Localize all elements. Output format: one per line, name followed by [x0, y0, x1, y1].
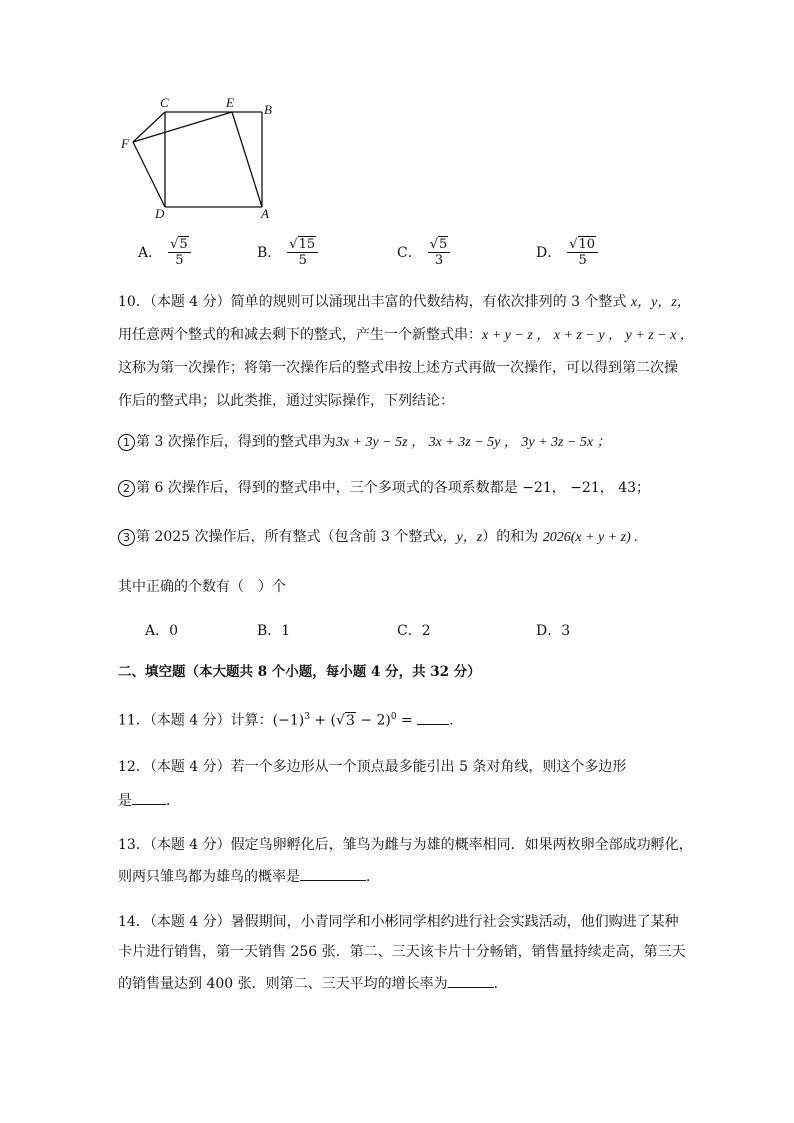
statement-expression: 3x + 3y − 5z ， 3x + 3z − 5y ， 3y + 3z − 5x ； — [335, 435, 611, 450]
question-number: 10．（本题 4 分） — [118, 294, 231, 310]
end-mark: ． — [493, 976, 508, 992]
answer-blank[interactable] — [300, 866, 366, 881]
denominator: 5 — [298, 253, 307, 268]
radicand: 15 — [298, 237, 316, 252]
segment-ea — [232, 112, 262, 207]
question-text: 的销售量达到 400 张．则第二、三天平均的增长率为 — [118, 976, 448, 992]
q12-line-1: 12．（本题 4 分）若一个多边形从一个顶点最多能引出 5 条对角线，则这个多边形 — [118, 759, 627, 775]
expr-minus: − 2) — [355, 712, 391, 729]
q10-option-c: C．2 — [397, 623, 431, 639]
question-text: 则两只雏鸟都为雄鸟的概率是 — [118, 869, 300, 885]
q10-option-a: A．0 — [145, 623, 179, 639]
statement-text: 第 2025 次操作后，所有整式（包含前 3 个整式 — [136, 529, 437, 545]
question-text: 是 — [118, 793, 132, 809]
question-text: 用任意两个整式的和减去剩下的整式，产生一个新整式串： — [118, 327, 482, 343]
denominator: 5 — [175, 253, 184, 268]
label-e: E — [226, 95, 234, 110]
statement-text-end: ）的和为 — [482, 529, 539, 545]
answer-blank[interactable] — [132, 790, 166, 805]
q10-line-2 — [118, 325, 694, 346]
exponent: 0 — [390, 712, 397, 722]
statement-expression: 2026(x + y + z) . — [542, 530, 638, 545]
q9-option-b: B． $\frac{√15}{5}$ — [257, 238, 318, 268]
q10-option-d: D．3 — [536, 623, 571, 639]
geometry-figure — [110, 90, 290, 225]
expr-plus: + ( — [309, 712, 337, 729]
exponent: 3 — [304, 712, 310, 722]
answer-blank[interactable] — [417, 710, 449, 725]
label-c: C — [160, 95, 169, 110]
q9-option-d: D． $\frac{√10}{5}$ — [536, 238, 598, 268]
label-d: D — [155, 206, 165, 221]
segment-fe — [133, 112, 232, 142]
end-mark: ． — [449, 712, 464, 729]
statement-number: 1 — [118, 434, 135, 451]
equals: = — [396, 712, 418, 729]
variables: x，y，z， — [630, 295, 691, 310]
statement-variables: x，y，z — [436, 530, 483, 545]
q10-option-b: B．1 — [257, 623, 291, 639]
radicand: 5 — [179, 237, 188, 252]
statement-3 — [118, 527, 638, 548]
q13-line-2 — [118, 866, 380, 887]
q10-line-1 — [118, 292, 691, 313]
statement-text: 第 6 次操作后，得到的整式串中，三个多项式的各项系数都是 −21， −21， 43； — [136, 480, 651, 496]
expr-part: (−1) — [272, 712, 305, 729]
option-letter: B． — [257, 245, 282, 261]
denominator: 3 — [434, 253, 444, 268]
expression-sequence: x + y − z ， x + z − y ， y + z − x ， — [482, 328, 694, 343]
section-heading: 二、填空题（本大题共 8 个小题，每小题 4 分，共 32 分） — [118, 664, 481, 680]
q12-line-2 — [118, 790, 180, 811]
option-letter: C． — [397, 245, 422, 261]
q13-line-1: 13．（本题 4 分）假定鸟卵孵化后，雏鸟为雌与为雄的概率相同．如果两枚卵全部成功孵化， — [118, 837, 693, 853]
radicand: 10 — [578, 237, 596, 252]
option-letter: A． — [138, 245, 163, 261]
question-text: 简单的规则可以涌现出丰富的代数结构，有依次排列的 3 个整式 — [230, 294, 627, 310]
q14-line-3 — [118, 973, 508, 994]
q9-option-a: A． $\frac{√5}{5}$ — [138, 238, 191, 268]
q14-line-2: 卡片进行销售，第一天销售 256 张．第二、三天该卡片十分畅销，销售量持续走高，第三天 — [118, 944, 686, 960]
statement-text: 第 3 次操作后，得到的整式串为 — [136, 434, 336, 450]
q10-line-3: 这称为第一次操作；将第一次操作后的整式串按上述方式再做一次操作，可以得到第二次操 — [118, 360, 678, 376]
question-text: 11．（本题 4 分）计算： — [118, 712, 273, 729]
q10-ask: 其中正确的个数有（ ）个 — [118, 579, 286, 595]
statement-number: 3 — [118, 529, 135, 546]
end-mark: ． — [166, 793, 180, 809]
q11: 11．（本题 4 分）计算：$(-1)^3 + (√3 - 2)^0$ = ． — [118, 707, 463, 731]
q14-line-1: 14．（本题 4 分）暑假期间，小青同学和小彬同学相约进行社会实践活动，他们购进了某种 — [118, 914, 679, 930]
radicand: 5 — [439, 237, 448, 252]
statement-2 — [118, 478, 650, 498]
end-mark: ． — [366, 869, 380, 885]
denominator: 5 — [578, 253, 587, 268]
statement-1 — [118, 432, 611, 453]
q9-option-c: C． $\frac{√5}{3}$ — [397, 238, 450, 268]
answer-blank[interactable] — [448, 973, 494, 988]
statement-number: 2 — [118, 480, 135, 497]
label-a: A — [261, 206, 269, 221]
segment-fd — [133, 142, 165, 207]
option-letter: D． — [536, 245, 562, 261]
radicand: 3 — [345, 712, 355, 729]
label-b: B — [264, 102, 272, 117]
q10-line-4: 作后的整式串；以此类推，通过实际操作，下列结论： — [118, 393, 454, 409]
label-f: F — [121, 136, 129, 151]
